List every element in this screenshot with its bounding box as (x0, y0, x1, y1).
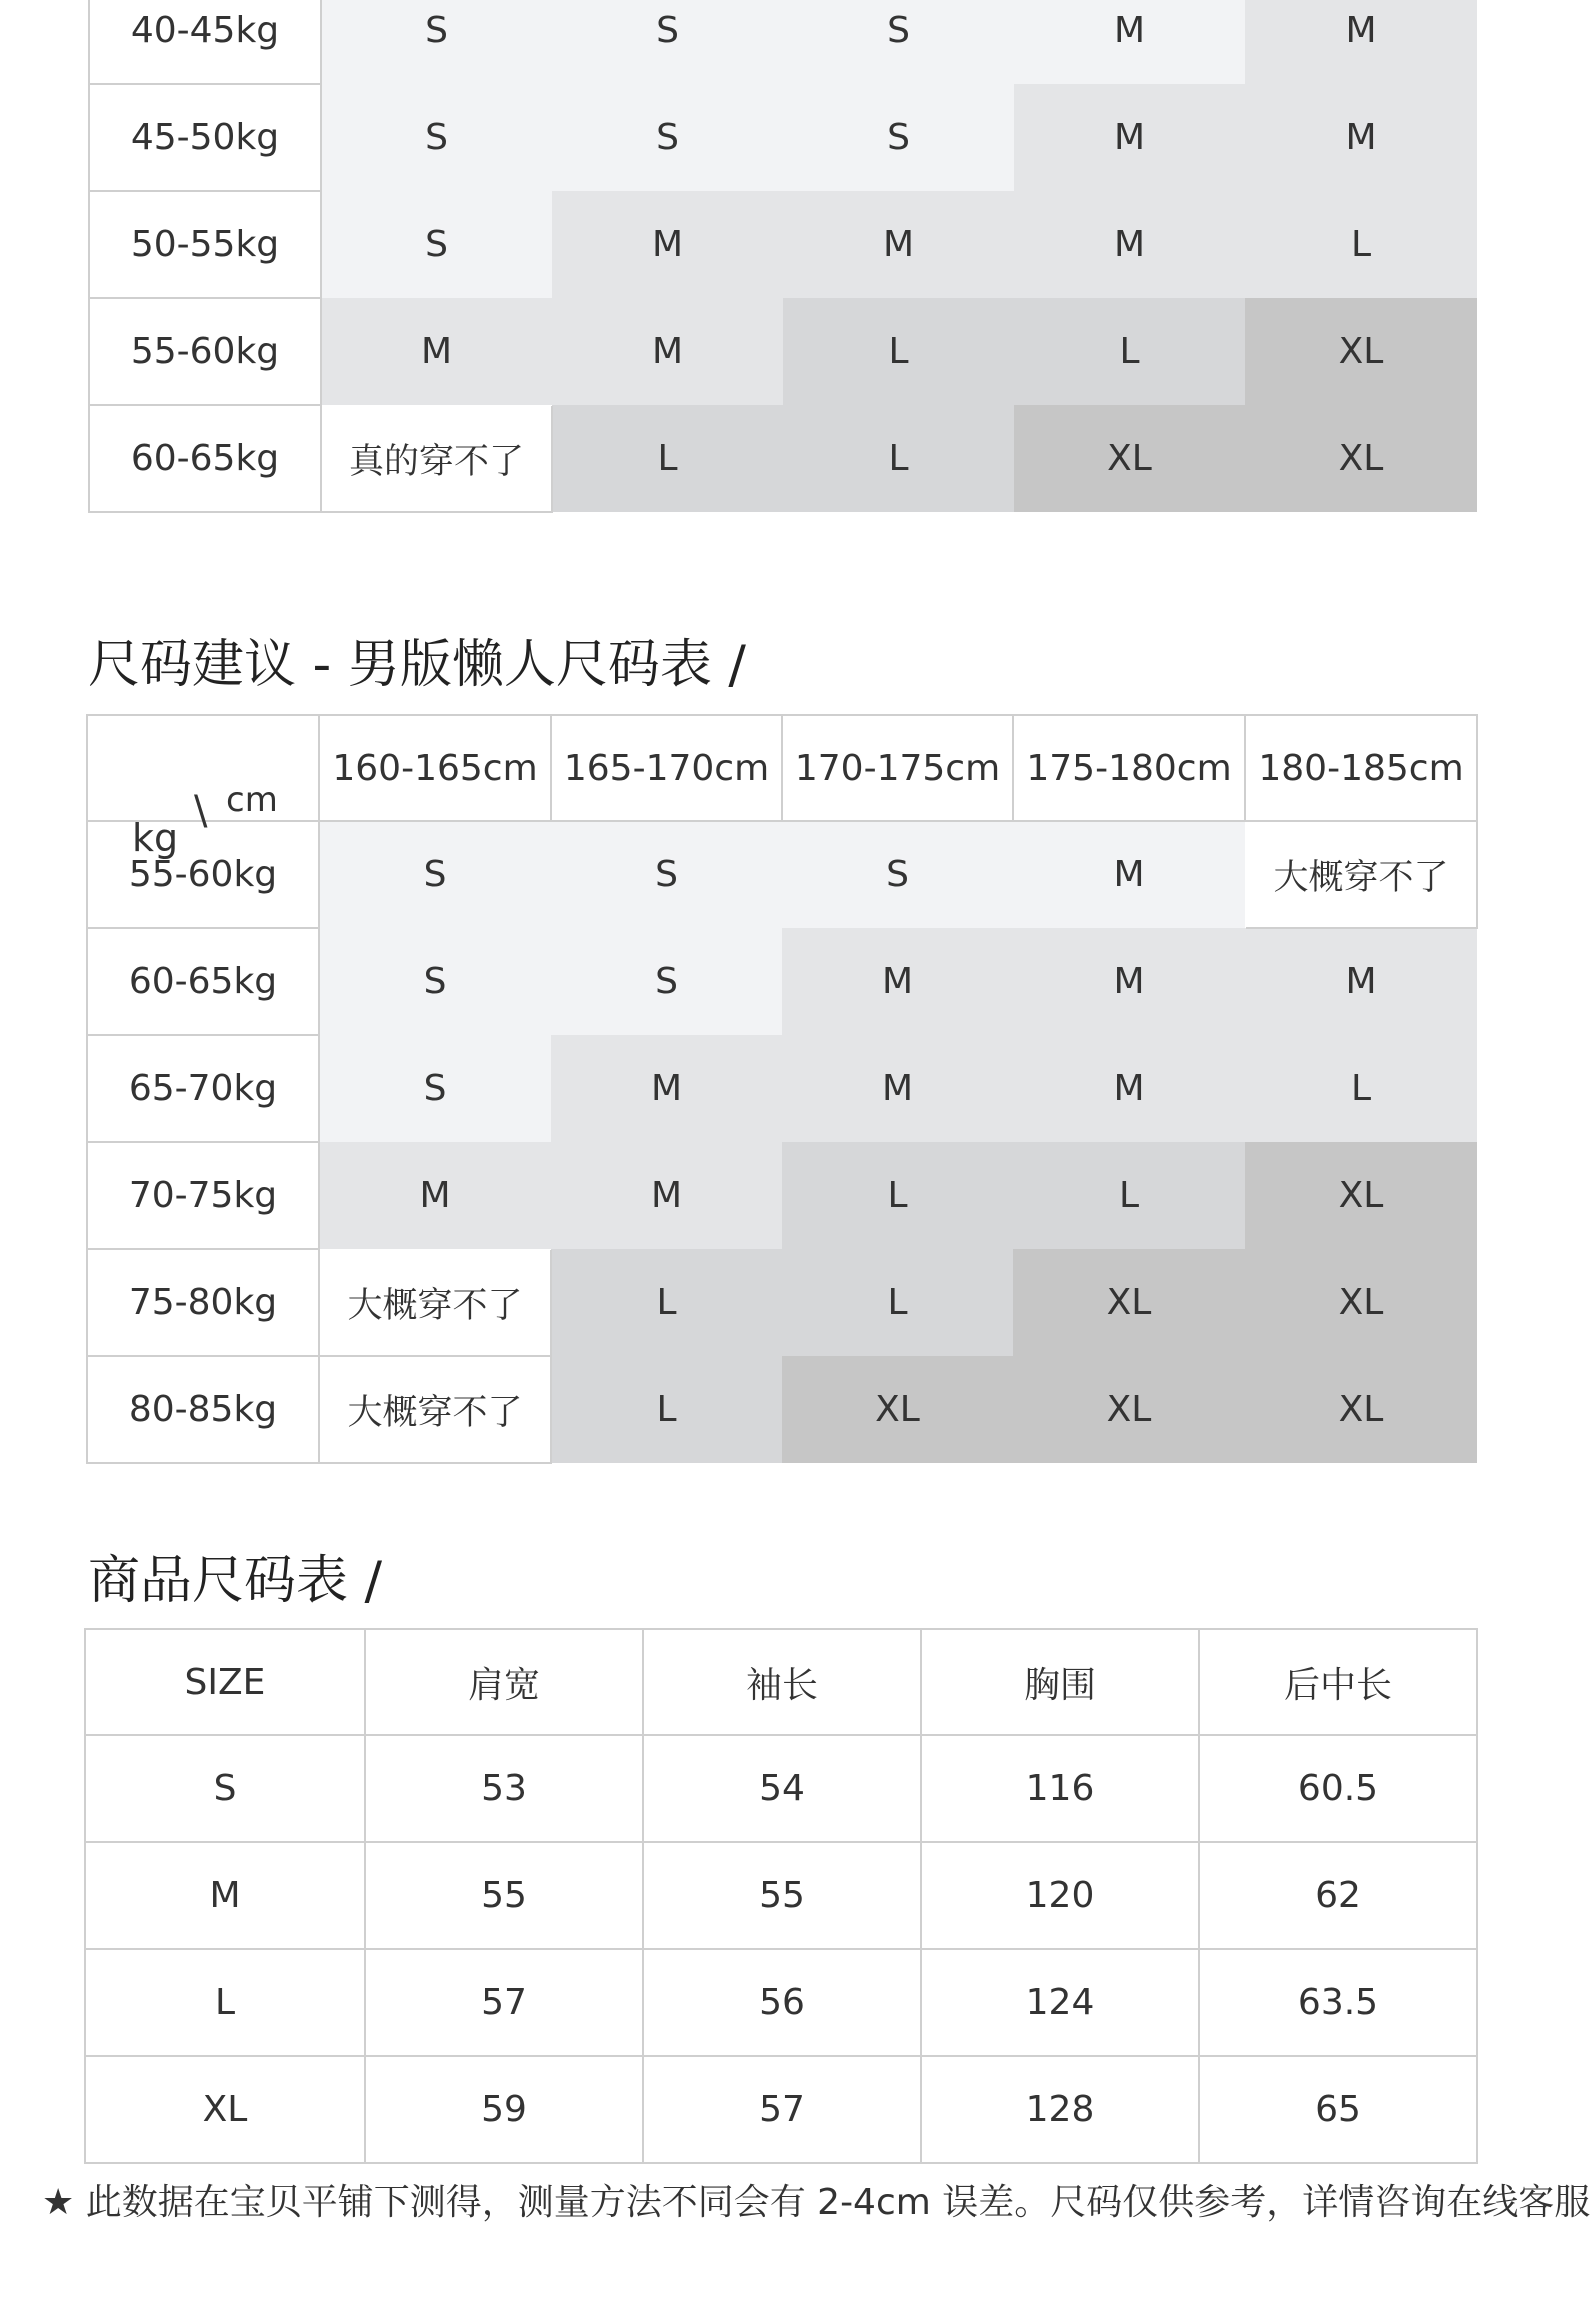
measurement-cell: 128 (921, 2056, 1199, 2163)
size-cell: L (1014, 298, 1245, 405)
size-cell: L (551, 1249, 782, 1356)
size-cell: L (552, 405, 783, 512)
measurement-cell: 57 (643, 2056, 921, 2163)
measurement-cell: 55 (643, 1842, 921, 1949)
corner-cm-label: cm (226, 780, 278, 820)
measurement-cell: 120 (921, 1842, 1199, 1949)
size-cell: M (321, 298, 552, 405)
column-header: 170-175cm (782, 715, 1013, 821)
weight-label: 55-60kg (89, 298, 321, 405)
column-header: 180-185cm (1245, 715, 1477, 821)
size-cell-not-fit: 大概穿不了 (319, 1249, 551, 1356)
table-row (89, 405, 1477, 512)
measurement-cell: 59 (365, 2056, 643, 2163)
size-cell: L (1245, 191, 1477, 298)
size-cell: M (1013, 928, 1245, 1035)
table-row (87, 928, 1477, 1035)
size-cell: S (782, 821, 1013, 928)
column-header-shoulder: 肩宽 (365, 1629, 643, 1735)
size-cell: M (1014, 84, 1245, 191)
table-row (87, 1356, 1477, 1463)
size-cell: XL (782, 1356, 1013, 1463)
weight-label: 70-75kg (87, 1142, 319, 1249)
size-cell: S (319, 1035, 551, 1142)
size-cell: M (552, 298, 783, 405)
size-cell: M (551, 1142, 782, 1249)
size-cell: L (1245, 1035, 1477, 1142)
size-cell: M (782, 1035, 1013, 1142)
measurement-cell: 62 (1199, 1842, 1477, 1949)
weight-label: 80-85kg (87, 1356, 319, 1463)
table-row (89, 0, 1477, 84)
size-cell: S (783, 84, 1014, 191)
corner-header (87, 715, 319, 860)
size-cell: M (1014, 191, 1245, 298)
size-cell: M (782, 928, 1013, 1035)
size-cell: M (552, 191, 783, 298)
size-cell-not-fit: 大概穿不了 (319, 1356, 551, 1463)
corner-slash: \ (194, 788, 208, 834)
size-cell: L (551, 1356, 782, 1463)
size-cell: M (1245, 84, 1477, 191)
table-row (85, 1842, 1477, 1949)
measurement-cell: 60.5 (1199, 1735, 1477, 1842)
weight-label: 60-65kg (87, 928, 319, 1035)
table-row (85, 1735, 1477, 1842)
size-cell: M (1013, 1035, 1245, 1142)
size-cell: S (321, 84, 552, 191)
measurement-cell: 65 (1199, 2056, 1477, 2163)
size-cell: XL (1245, 1142, 1477, 1249)
measurement-cell: 63.5 (1199, 1949, 1477, 2056)
weight-label: 60-65kg (89, 405, 321, 512)
size-cell-not-fit: 真的穿不了 (321, 405, 552, 512)
size-cell: XL (1245, 405, 1477, 512)
weight-label: 55-60kg (87, 821, 319, 928)
corner-kg-label: kg (132, 816, 179, 860)
size-cell: XL (1245, 1356, 1477, 1463)
size-cell: L (782, 1142, 1013, 1249)
size-cell: M (783, 191, 1014, 298)
size-cell: S (783, 0, 1014, 84)
size-cell: XL (1013, 1249, 1245, 1356)
size-cell: M (1245, 928, 1477, 1035)
table-row (87, 821, 1477, 928)
size-cell: L (783, 298, 1014, 405)
size-suggestion-table-men (86, 714, 1478, 1464)
product-size-table (84, 1628, 1478, 2164)
size-cell: XL (1245, 1249, 1477, 1356)
column-header: 175-180cm (1013, 715, 1245, 821)
size-cell: S (319, 928, 551, 1035)
size-cell: XL (1013, 1356, 1245, 1463)
size-cell: S (551, 821, 782, 928)
weight-label: 75-80kg (87, 1249, 319, 1356)
table-row (89, 191, 1477, 298)
measurement-cell: 57 (365, 1949, 643, 2056)
size-cell: XL (1014, 405, 1245, 512)
column-header: 165-170cm (551, 715, 782, 821)
size-cell: S (551, 928, 782, 1035)
weight-label: 65-70kg (87, 1035, 319, 1142)
size-cell: S (321, 191, 552, 298)
size-cell: M (551, 1035, 782, 1142)
table-row (89, 84, 1477, 191)
weight-label: 50-55kg (89, 191, 321, 298)
column-header: 160-165cm (319, 715, 551, 821)
size-label: S (85, 1735, 365, 1842)
table-row (87, 1249, 1477, 1356)
table-row (85, 1949, 1477, 2056)
measurement-cell: 55 (365, 1842, 643, 1949)
section-title-product-size-table: 商品尺码表 / (88, 1551, 383, 1611)
table-row (89, 298, 1477, 405)
size-cell: M (319, 1142, 551, 1249)
size-cell: XL (1245, 298, 1477, 405)
column-header-chest: 胸围 (921, 1629, 1199, 1735)
size-cell: S (321, 0, 552, 84)
size-cell: M (1245, 0, 1477, 84)
table-row (87, 1035, 1477, 1142)
size-cell: L (783, 405, 1014, 512)
size-cell: L (782, 1249, 1013, 1356)
section-title-men-size-table: 尺码建议 - 男版懒人尺码表 / (88, 635, 746, 695)
size-label: M (85, 1842, 365, 1949)
weight-label: 45-50kg (89, 84, 321, 191)
size-label: L (85, 1949, 365, 2056)
column-header-length: 后中长 (1199, 1629, 1477, 1735)
table-row (87, 1142, 1477, 1249)
measurement-cell: 53 (365, 1735, 643, 1842)
column-header-sleeve: 袖长 (643, 1629, 921, 1735)
size-cell: S (552, 84, 783, 191)
size-cell-not-fit: 大概穿不了 (1245, 821, 1477, 928)
weight-label: 40-45kg (89, 0, 321, 84)
measurement-cell: 116 (921, 1735, 1199, 1842)
measurement-footnote: ★ 此数据在宝贝平铺下测得，测量方法不同会有 2-4cm 误差。尺码仅供参考，详情咨询在线客服 (42, 2182, 1590, 2223)
measurement-cell: 54 (643, 1735, 921, 1842)
measurement-cell: 124 (921, 1949, 1199, 2056)
size-label: XL (85, 2056, 365, 2163)
table-row (85, 2056, 1477, 2163)
size-suggestion-table-women (88, 0, 1478, 513)
size-cell: S (552, 0, 783, 84)
column-header-size: SIZE (85, 1629, 365, 1735)
size-cell: M (1013, 821, 1245, 928)
measurement-cell: 56 (643, 1949, 921, 2056)
size-cell: S (319, 821, 551, 928)
size-cell: M (1014, 0, 1245, 84)
size-cell: L (1013, 1142, 1245, 1249)
